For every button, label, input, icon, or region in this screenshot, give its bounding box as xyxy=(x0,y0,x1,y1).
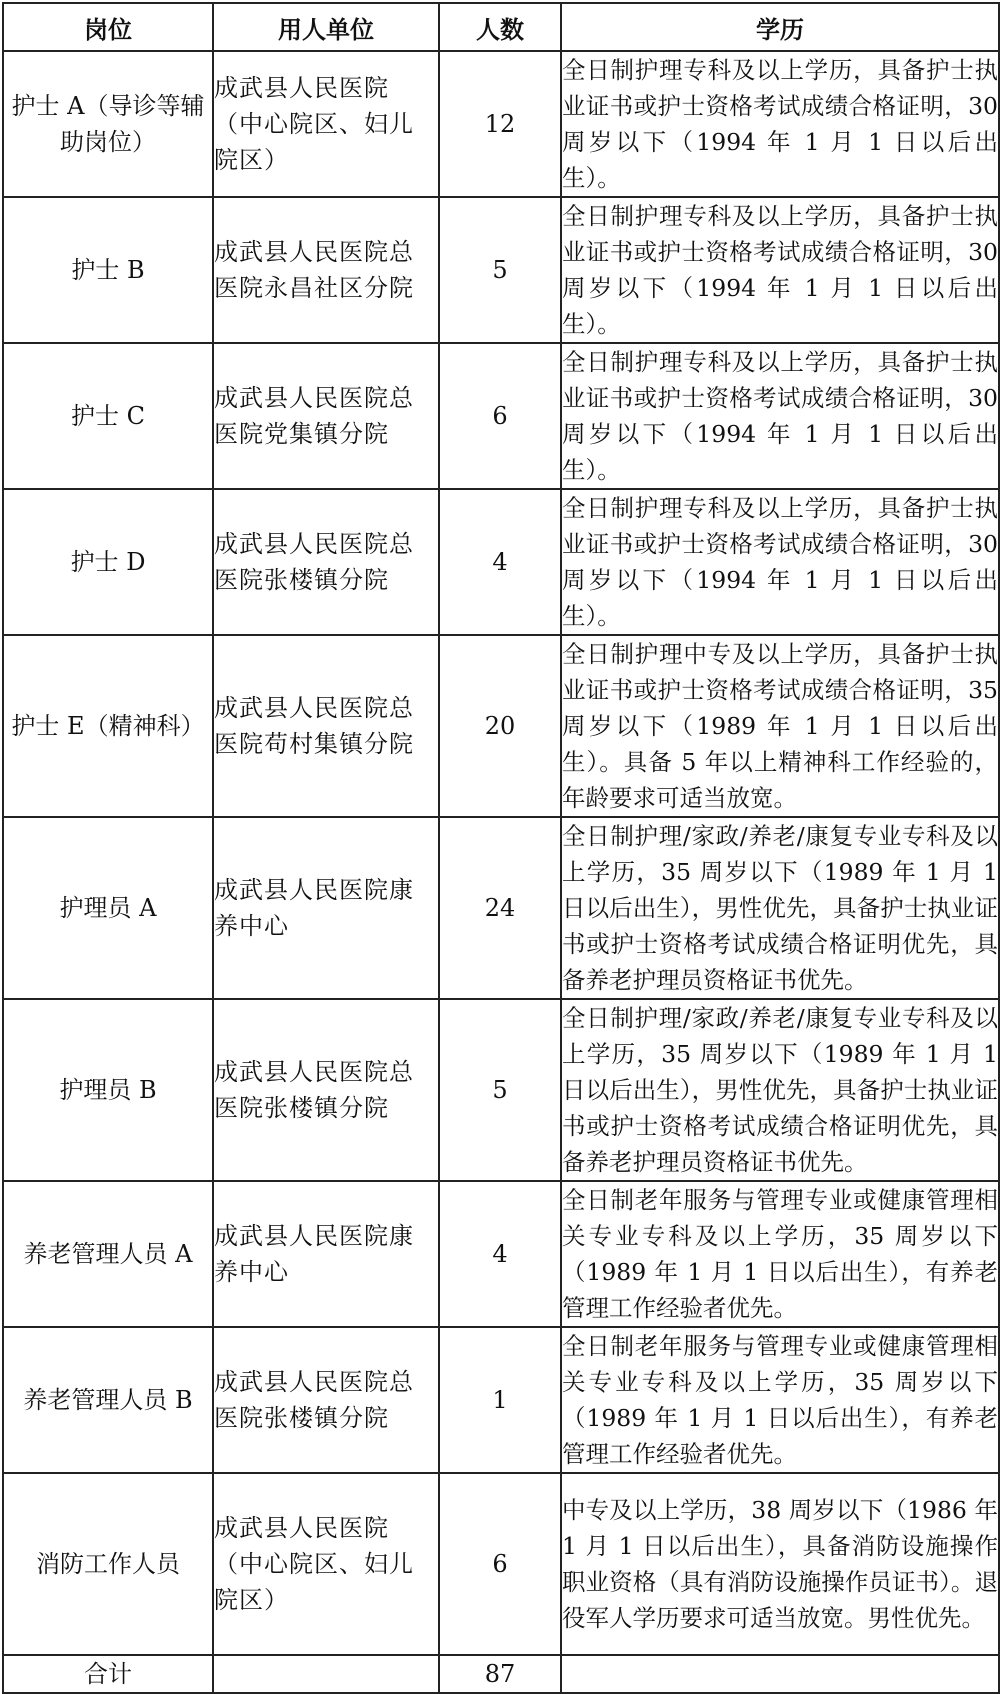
education-cell: 中专及以上学历，38 周岁以下（1986 年 1 月 1 日以后出生），具备消防设施操作职业资格（具有消防设施操作员证书）。退役军人学历要求可适当放宽。男性优先。 xyxy=(561,1473,999,1655)
count-cell: 5 xyxy=(439,197,561,343)
education-cell: 全日制护理专科及以上学历，具备护士执业证书或护士资格考试成绩合格证明，30 周岁以下（1994 年 1 月 1 日以后出生）。 xyxy=(561,343,999,489)
table-row xyxy=(3,1181,999,1327)
table-row xyxy=(3,635,999,817)
unit-cell: 成武县人民医院（中心院区、妇儿院区） xyxy=(213,51,439,197)
position-cell: 养老管理人员 A xyxy=(3,1181,213,1327)
unit-cell: 成武县人民医院总医院张楼镇分院 xyxy=(213,1327,439,1473)
unit-cell: 成武县人民医院总医院苟村集镇分院 xyxy=(213,635,439,817)
position-cell: 护士 A（导诊等辅助岗位） xyxy=(3,51,213,197)
position-cell: 护士 C xyxy=(3,343,213,489)
unit-cell: 成武县人民医院康养中心 xyxy=(213,1181,439,1327)
table-row xyxy=(3,999,999,1181)
table-row xyxy=(3,489,999,635)
education-cell: 全日制护理/家政/养老/康复专业专科及以上学历，35 周岁以下（1989 年 1 月 1 日以后出生），男性优先，具备护士执业证书或护士资格考试成绩合格证明优先，具备养老护理员资格证书优先。 xyxy=(561,817,999,999)
total-label: 合计 xyxy=(3,1655,213,1693)
count-cell: 4 xyxy=(439,489,561,635)
position-cell: 护士 B xyxy=(3,197,213,343)
position-cell: 护理员 A xyxy=(3,817,213,999)
unit-cell: 成武县人民医院总医院张楼镇分院 xyxy=(213,489,439,635)
unit-cell: 成武县人民医院总医院党集镇分院 xyxy=(213,343,439,489)
count-cell: 1 xyxy=(439,1327,561,1473)
education-cell: 全日制老年服务与管理专业或健康管理相关专业专科及以上学历，35 周岁以下（1989 年 1 月 1 日以后出生），有养老管理工作经验者优先。 xyxy=(561,1327,999,1473)
table-row xyxy=(3,51,999,197)
count-cell: 12 xyxy=(439,51,561,197)
education-cell: 全日制老年服务与管理专业或健康管理相关专业专科及以上学历，35 周岁以下（1989 年 1 月 1 日以后出生），有养老管理工作经验者优先。 xyxy=(561,1181,999,1327)
education-cell: 全日制护理专科及以上学历，具备护士执业证书或护士资格考试成绩合格证明，30 周岁以下（1994 年 1 月 1 日以后出生）。 xyxy=(561,489,999,635)
education-cell: 全日制护理中专及以上学历，具备护士执业证书或护士资格考试成绩合格证明，35 周岁以下（1989 年 1 月 1 日以后出生）。具备 5 年以上精神科工作经验的，年龄要求可适当放宽。 xyxy=(561,635,999,817)
unit-cell: 成武县人民医院（中心院区、妇儿院区） xyxy=(213,1473,439,1655)
table-row xyxy=(3,343,999,489)
recruitment-table xyxy=(2,2,1000,1694)
count-cell: 4 xyxy=(439,1181,561,1327)
header-position: 岗位 xyxy=(3,3,213,51)
position-cell: 养老管理人员 B xyxy=(3,1327,213,1473)
total-count: 87 xyxy=(439,1655,561,1693)
total-row xyxy=(3,1655,999,1693)
position-cell: 护士 D xyxy=(3,489,213,635)
position-cell: 消防工作人员 xyxy=(3,1473,213,1655)
count-cell: 5 xyxy=(439,999,561,1181)
table-row xyxy=(3,197,999,343)
total-education-cell xyxy=(561,1655,999,1693)
unit-cell: 成武县人民医院总医院张楼镇分院 xyxy=(213,999,439,1181)
header-unit: 用人单位 xyxy=(213,3,439,51)
position-cell: 护士 E（精神科） xyxy=(3,635,213,817)
unit-cell: 成武县人民医院总医院永昌社区分院 xyxy=(213,197,439,343)
table-header-row xyxy=(3,3,999,51)
table-row xyxy=(3,1327,999,1473)
position-cell: 护理员 B xyxy=(3,999,213,1181)
education-cell: 全日制护理/家政/养老/康复专业专科及以上学历，35 周岁以下（1989 年 1 月 1 日以后出生），男性优先，具备护士执业证书或护士资格考试成绩合格证明优先，具备养老护理员资格证书优先。 xyxy=(561,999,999,1181)
count-cell: 6 xyxy=(439,1473,561,1655)
education-cell: 全日制护理专科及以上学历，具备护士执业证书或护士资格考试成绩合格证明，30 周岁以下（1994 年 1 月 1 日以后出生）。 xyxy=(561,197,999,343)
header-education: 学历 xyxy=(561,3,999,51)
table-row xyxy=(3,1473,999,1655)
count-cell: 24 xyxy=(439,817,561,999)
count-cell: 20 xyxy=(439,635,561,817)
header-count: 人数 xyxy=(439,3,561,51)
education-cell: 全日制护理专科及以上学历，具备护士执业证书或护士资格考试成绩合格证明，30 周岁以下（1994 年 1 月 1 日以后出生）。 xyxy=(561,51,999,197)
table-row xyxy=(3,817,999,999)
unit-cell: 成武县人民医院康养中心 xyxy=(213,817,439,999)
count-cell: 6 xyxy=(439,343,561,489)
total-unit-cell xyxy=(213,1655,439,1693)
